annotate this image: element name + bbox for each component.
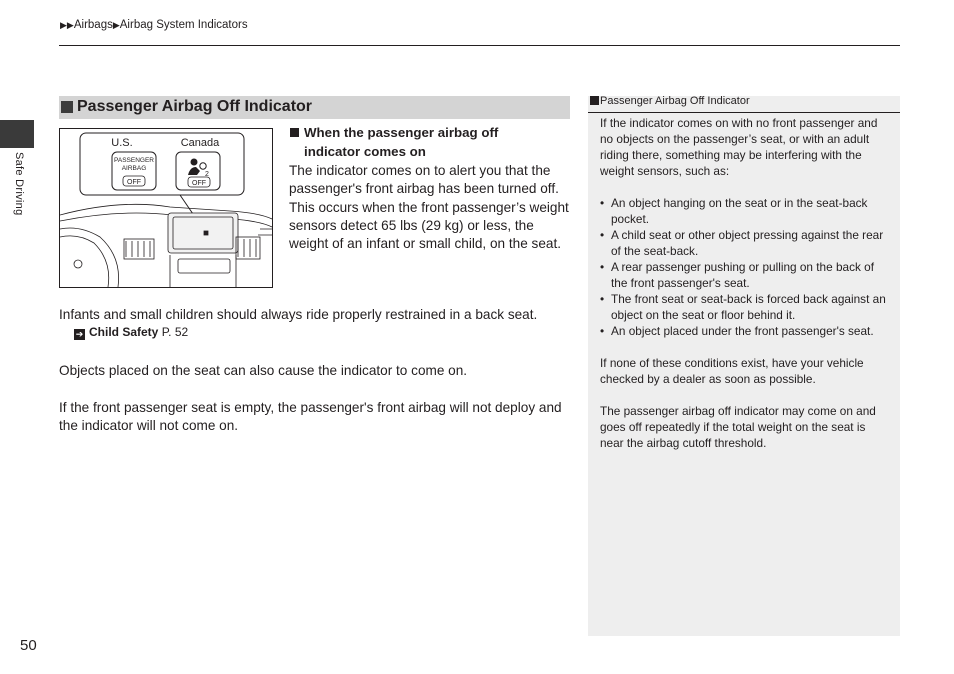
- sidebar-body: [600, 115, 890, 451]
- chapter-label: Safe Driving: [13, 152, 25, 216]
- page-number: 50: [20, 637, 37, 654]
- breadcrumb: [60, 19, 248, 31]
- canada-airbag-off-icon: [176, 152, 220, 190]
- subsection-square-icon: [290, 128, 299, 137]
- list-item: • A child seat or other object pressing against the rear of the seat-back.: [600, 227, 890, 259]
- breadcrumb-item-indicators[interactable]: Airbag System Indicators: [119, 19, 248, 31]
- chapter-tab[interactable]: [0, 120, 34, 148]
- header-divider: [59, 45, 900, 46]
- list-item: • An object hanging on the seat or in the seat-back pocket.: [600, 195, 890, 227]
- dashboard-drawing: [60, 129, 272, 287]
- cross-reference-arrow-icon: ➔: [75, 329, 84, 339]
- sidebar-paragraph-dealer: If none of these conditions exist, have your vehicle checked by a dealer as soon as possible.: [600, 356, 864, 386]
- us-airbag-off-indicator: [112, 152, 156, 190]
- sidebar-title: [590, 95, 750, 107]
- child-safety-link[interactable]: [74, 325, 188, 340]
- svg-text:OFF: OFF: [127, 179, 141, 186]
- label-us: U.S.: [111, 137, 133, 149]
- note-marker-icon: [590, 96, 599, 105]
- sidebar-bullet-list: [600, 195, 890, 339]
- breadcrumb-item-airbags[interactable]: Airbags: [73, 19, 113, 31]
- svg-text:AIRBAG: AIRBAG: [121, 165, 147, 172]
- svg-text:2: 2: [205, 171, 209, 178]
- sidebar-title-text: Passenger Airbag Off Indicator: [600, 95, 750, 107]
- svg-text:OFF: OFF: [192, 180, 206, 187]
- section-title: Passenger Airbag Off Indicator: [77, 98, 313, 115]
- sidebar-intro: If the indicator comes on with no front passenger and no objects on the passenger’s seat, or with an adult riding there, something may be interfering with the weight sensors, such as:: [600, 116, 878, 178]
- xref-page: P. 52: [161, 325, 189, 339]
- section-square-icon: [61, 101, 73, 113]
- empty-seat-paragraph: If the front passenger seat is empty, the passenger's front airbag will not deploy and the indicator will not come on.: [59, 400, 562, 433]
- dashboard-sketch: [60, 204, 272, 287]
- label-canada: Canada: [180, 137, 220, 149]
- list-item: • An object placed under the front passenger's seat.: [600, 323, 890, 339]
- xref-label[interactable]: Child Safety: [89, 325, 159, 339]
- sidebar-paragraph-threshold: The passenger airbag off indicator may come on and goes off repeatedly if the total weight on the seat is near the airbag cutoff threshold.: [600, 404, 876, 450]
- list-item: • The front seat or seat-back is forced back against an object on the seat or floor behind it.: [600, 291, 890, 323]
- sidebar-divider: [588, 112, 900, 113]
- dashboard-illustration: [59, 128, 273, 288]
- subsection-title: When the passenger airbag off indicator comes on: [304, 125, 499, 159]
- indicator-paragraph: The indicator comes on to alert you that the passenger's front airbag has been turned off. This occurs when the front passenger’s weight sensors detect 65 lbs (29 kg) or less, the weight of an infant or small child, on the seat.: [289, 163, 569, 252]
- svg-text:PASSENGER: PASSENGER: [114, 157, 154, 164]
- objects-paragraph: Objects placed on the seat can also cause the indicator to come on.: [59, 363, 468, 378]
- list-item: • A rear passenger pushing or pulling on the back of the front passenger's seat.: [600, 259, 890, 291]
- infants-paragraph: Infants and small children should always ride properly restrained in a back seat.: [59, 307, 538, 322]
- breadcrumb-arrow-icon: ▶▶: [60, 20, 74, 30]
- breadcrumb-arrow-icon: ▶: [112, 20, 120, 30]
